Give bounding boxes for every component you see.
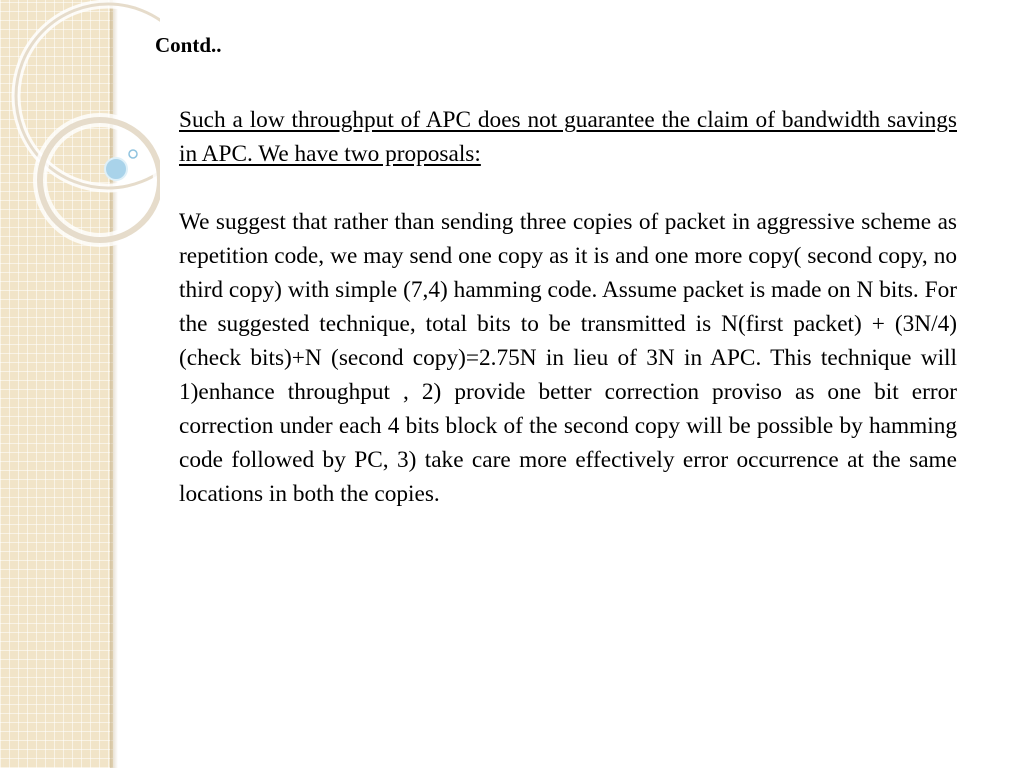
body-paragraph: We suggest that rather than sending three copies of packet in aggressive scheme as repetition code, we may send one copy as it is and one more copy( second copy, no third copy) with simple (7,4) hamming code. Assume packet is made on N bits. For the suggested technique, total bits to be transmitted is N(first packet) + (3N/4)(check bits)+N (second copy)=2.75N in lieu of 3N in APC. This technique will 1)enhance throughput , 2) provide better correction proviso as one bit error correction under each 4 bits block of the second copy will be possible by hamming code followed by PC, 3) take care more effectively error occurrence at the same locations in both the copies. [179,209,957,507]
slide-title: Contd.. [155,33,222,57]
slide-content [179,103,957,511]
bead-decoration [105,158,127,180]
decorative-rings-ornament [0,0,160,260]
intro-paragraph: Such a low throughput of APC does not guarantee the claim of bandwidth savings in APC. We have two proposals: [179,107,957,167]
small-bead-decoration [129,150,137,158]
